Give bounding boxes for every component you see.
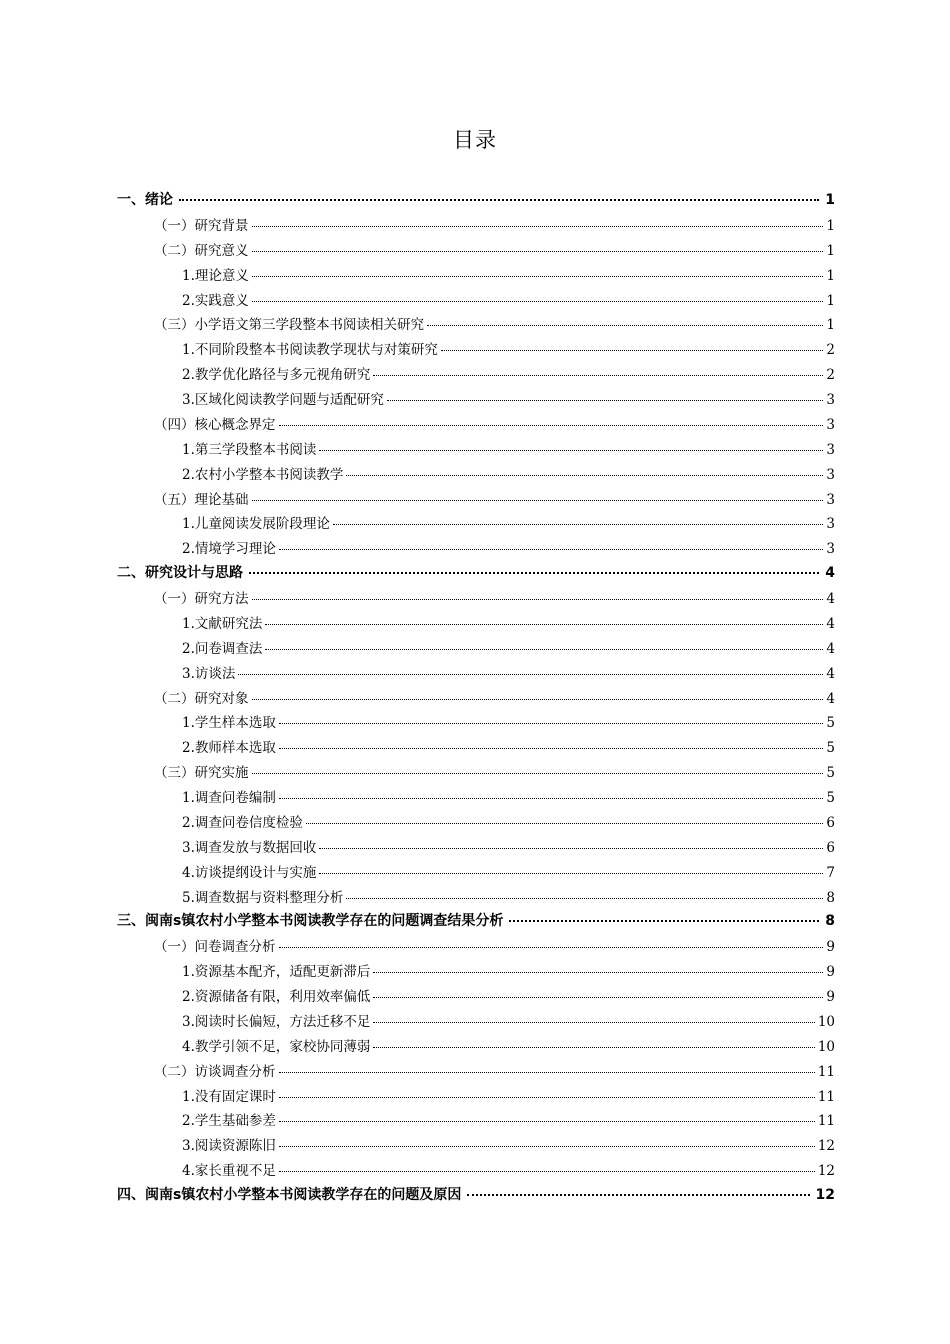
toc-dot-leader [249, 572, 819, 574]
toc-entry-text: 2.教师样本选取 [182, 740, 276, 757]
toc-dot-leader [306, 823, 824, 824]
toc-dot-leader [373, 375, 823, 376]
toc-entry-text: 2.调查问卷信度检验 [182, 814, 303, 831]
toc-page-number: 3 [826, 491, 835, 508]
toc-entry-text: （四）核心概念界定 [154, 416, 276, 433]
toc-entry-text: （三）研究实施 [154, 765, 249, 782]
toc-entry-level-3[interactable] [117, 960, 835, 985]
toc-entry-level-3[interactable] [117, 463, 835, 488]
toc-dot-leader [279, 748, 824, 749]
toc-entry-level-3[interactable] [117, 1010, 835, 1035]
toc-page-number: 1 [826, 242, 835, 259]
toc-dot-leader [467, 1194, 809, 1196]
toc-entry-level-2[interactable] [117, 687, 835, 712]
toc-page-number: 11 [817, 1063, 835, 1080]
toc-dot-leader [252, 773, 824, 774]
toc-entry-text: 三、闽南s镇农村小学整本书阅读教学存在的问题调查结果分析 [117, 913, 504, 930]
toc-entry-text: （二）访谈调查分析 [154, 1063, 276, 1080]
toc-entry-text: 2.教学优化路径与多元视角研究 [182, 367, 371, 384]
toc-entry-level-3[interactable] [117, 861, 835, 886]
toc-page-number: 9 [826, 989, 835, 1005]
toc-entry-level-3[interactable] [117, 289, 835, 314]
toc-dot-leader [346, 475, 823, 476]
toc-entry-level-3[interactable] [117, 711, 835, 736]
toc-page-number: 4 [826, 615, 835, 632]
toc-page-number: 5 [826, 740, 835, 757]
toc-entry-level-1[interactable] [117, 562, 835, 587]
toc-entry-text: 四、闽南s镇农村小学整本书阅读教学存在的问题及原因 [117, 1187, 462, 1203]
toc-dot-leader [279, 1097, 815, 1098]
toc-page-number: 5 [826, 765, 835, 782]
toc-dot-leader [252, 500, 824, 501]
toc-page-number: 12 [817, 1138, 835, 1155]
toc-entry-level-2[interactable] [117, 313, 835, 338]
toc-entry-level-2[interactable] [117, 587, 835, 612]
toc-page-number: 4 [826, 690, 835, 707]
toc-page-number: 3 [826, 416, 835, 433]
toc-page-number: 1 [826, 317, 835, 334]
toc-entry-level-3[interactable] [117, 1035, 835, 1060]
toc-entry-text: 1.儿童阅读发展阶段理论 [182, 516, 330, 533]
toc-dot-leader [252, 251, 824, 252]
toc-entry-text: 1.理论意义 [182, 267, 249, 284]
toc-entry-text: （三）小学语文第三学段整本书阅读相关研究 [154, 317, 424, 334]
toc-page-number: 10 [817, 1013, 835, 1030]
toc-entry-text: 3.阅读时长偏短，方法迁移不足 [182, 1013, 371, 1030]
toc-page-number: 2 [826, 342, 835, 359]
toc-page-number: 1 [826, 267, 835, 284]
toc-dot-leader [333, 524, 824, 525]
toc-dot-leader [279, 723, 824, 724]
toc-entry-text: 2.农村小学整本书阅读教学 [182, 466, 344, 483]
toc-entry-text: 1.没有固定课时 [182, 1088, 276, 1105]
toc-page-number: 3 [826, 441, 835, 458]
toc-dot-leader [373, 972, 823, 973]
toc-entry-level-3[interactable] [117, 438, 835, 463]
toc-entry-text: 4.访谈提纲设计与实施 [182, 864, 317, 881]
toc-dot-leader [373, 997, 823, 998]
toc-page-number: 6 [826, 814, 835, 831]
toc-dot-leader [252, 226, 824, 227]
toc-entry-text: （一）研究背景 [154, 217, 249, 234]
toc-entry-text: 3.阅读资源陈旧 [182, 1138, 276, 1155]
toc-dot-leader [252, 699, 824, 700]
toc-entry-text: 1.不同阶段整本书阅读教学现状与对策研究 [182, 342, 438, 359]
toc-entry-level-1[interactable] [117, 910, 835, 935]
toc-entry-level-3[interactable] [117, 264, 835, 289]
toc-entry-level-1[interactable] [117, 1184, 835, 1209]
toc-entry-level-2[interactable] [117, 1060, 835, 1085]
toc-dot-leader [319, 848, 823, 849]
toc-page-number: 10 [817, 1038, 835, 1055]
toc-entry-text: 5.调查数据与资料整理分析 [182, 889, 344, 906]
toc-entry-text: （一）研究方法 [154, 591, 249, 607]
toc-page-number: 3 [826, 392, 835, 408]
toc-entry-text: 2.情境学习理论 [182, 541, 276, 558]
toc-page-number: 4 [825, 565, 835, 582]
toc-dot-leader [279, 549, 824, 550]
toc-entry-level-2[interactable] [117, 935, 835, 960]
toc-entry-text: 2.问卷调查法 [182, 640, 263, 657]
toc-entry-level-3[interactable] [117, 736, 835, 761]
toc-page-number: 12 [815, 1187, 835, 1203]
toc-page-number: 5 [826, 790, 835, 806]
toc-dot-leader [509, 920, 819, 922]
toc-page-number: 5 [826, 715, 835, 732]
toc-dot-leader [179, 199, 819, 201]
toc-entry-text: 2.学生基础参差 [182, 1113, 276, 1130]
toc-entry-level-2[interactable] [117, 413, 835, 438]
toc-dot-leader [387, 400, 824, 401]
toc-page-number: 8 [826, 889, 835, 906]
toc-page-number: 4 [826, 640, 835, 657]
toc-page-number: 7 [826, 864, 835, 881]
toc-entry-level-3[interactable] [117, 886, 835, 911]
toc-dot-leader [279, 1072, 815, 1073]
toc-entry-level-2[interactable] [117, 214, 835, 239]
toc-entry-level-3[interactable] [117, 338, 835, 363]
toc-dot-leader [346, 898, 823, 899]
toc-entry-level-3[interactable] [117, 836, 835, 861]
toc-dot-leader [373, 1047, 814, 1048]
toc-page-number: 4 [826, 665, 835, 682]
toc-entry-level-2[interactable] [117, 761, 835, 786]
toc-dot-leader [265, 649, 823, 650]
toc-page-number: 9 [826, 964, 835, 981]
toc-dot-leader [252, 276, 824, 277]
page-title: 目录 [453, 128, 497, 152]
toc-dot-leader [373, 1022, 814, 1023]
toc-page-number: 12 [817, 1163, 835, 1180]
toc-entry-text: （一）问卷调查分析 [154, 939, 276, 956]
toc-dot-leader [252, 301, 824, 302]
toc-dot-leader [427, 325, 823, 326]
toc-page-number: 9 [826, 939, 835, 956]
toc-entry-level-3[interactable] [117, 662, 835, 687]
toc-entry-text: （二）研究对象 [154, 690, 249, 707]
toc-entry-text: 二、研究设计与思路 [117, 565, 243, 582]
toc-entry-level-3[interactable] [117, 1134, 835, 1159]
toc-dot-leader [238, 674, 823, 675]
toc-dot-leader [319, 873, 823, 874]
toc-entry-text: 1.资源基本配齐，适配更新滞后 [182, 964, 371, 981]
toc-entry-level-3[interactable] [117, 1109, 835, 1134]
toc-page-number: 11 [817, 1088, 835, 1105]
toc-page-number: 6 [826, 839, 835, 856]
toc-dot-leader [279, 1121, 815, 1122]
toc-page-number: 1 [825, 192, 835, 208]
toc-entry-level-3[interactable] [117, 637, 835, 662]
toc-dot-leader [252, 599, 824, 600]
toc-entry-text: 2.资源储备有限，利用效率偏低 [182, 989, 371, 1005]
toc-dot-leader [279, 947, 824, 948]
table-of-contents [117, 189, 835, 1209]
toc-page-number: 4 [826, 591, 835, 607]
toc-entry-level-3[interactable] [117, 985, 835, 1010]
toc-entry-level-3[interactable] [117, 786, 835, 811]
toc-entry-text: （二）研究意义 [154, 242, 249, 259]
toc-dot-leader [279, 425, 824, 426]
toc-dot-leader [441, 350, 824, 351]
toc-dot-leader [279, 1171, 815, 1172]
toc-page-number: 8 [825, 913, 835, 930]
toc-entry-level-2[interactable] [117, 488, 835, 513]
toc-entry-text: 3.区域化阅读教学问题与适配研究 [182, 392, 384, 408]
toc-entry-text: 1.调查问卷编制 [182, 790, 276, 806]
toc-entry-level-3[interactable] [117, 537, 835, 562]
toc-entry-level-3[interactable] [117, 1159, 835, 1184]
toc-entry-level-3[interactable] [117, 388, 835, 413]
toc-page-number: 1 [826, 292, 835, 309]
toc-entry-text: 2.实践意义 [182, 292, 249, 309]
toc-entry-level-1[interactable] [117, 189, 835, 214]
toc-dot-leader [319, 450, 823, 451]
toc-entry-text: 4.家长重视不足 [182, 1163, 276, 1180]
toc-entry-level-3[interactable] [117, 612, 835, 637]
toc-page-number: 11 [817, 1113, 835, 1130]
toc-page-number: 3 [826, 466, 835, 483]
toc-page-number: 2 [826, 367, 835, 384]
toc-entry-text: 1.第三学段整本书阅读 [182, 441, 317, 458]
toc-entry-text: 3.调查发放与数据回收 [182, 839, 317, 856]
toc-page-number: 3 [826, 541, 835, 558]
toc-entry-text: （五）理论基础 [154, 491, 249, 508]
toc-dot-leader [279, 1146, 815, 1147]
toc-entry-text: 一、绪论 [117, 192, 173, 208]
toc-entry-text: 3.访谈法 [182, 665, 236, 682]
toc-page-number: 3 [826, 516, 835, 533]
toc-entry-level-3[interactable] [117, 811, 835, 836]
toc-entry-text: 1.学生样本选取 [182, 715, 276, 732]
toc-page-number: 1 [826, 217, 835, 234]
toc-dot-leader [279, 798, 824, 799]
toc-entry-level-3[interactable] [117, 512, 835, 537]
toc-entry-level-3[interactable] [117, 1085, 835, 1110]
toc-entry-level-2[interactable] [117, 239, 835, 264]
toc-entry-text: 1.文献研究法 [182, 615, 263, 632]
toc-entry-text: 4.教学引领不足，家校协同薄弱 [182, 1038, 371, 1055]
toc-entry-level-3[interactable] [117, 363, 835, 388]
toc-dot-leader [265, 624, 823, 625]
